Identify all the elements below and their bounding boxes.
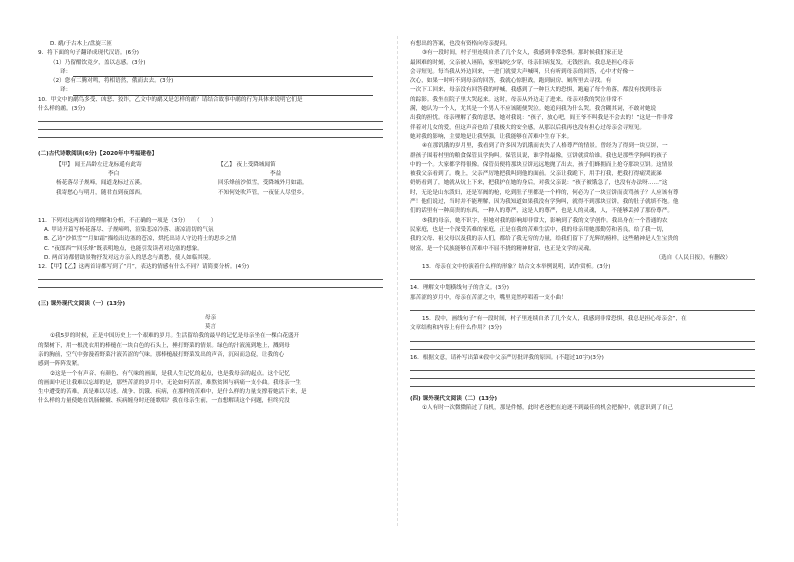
article-title: 母亲	[204, 314, 217, 321]
paragraph3-line5: 一次下工回来，母亲没有回答我的呼喊，我感到了一种巨大的恐惧，跑遍了每个角落，都没有找到母亲	[410, 87, 662, 94]
q9-part2-answer-label: 译：	[60, 87, 72, 94]
q15-answer-line-1[interactable]	[410, 341, 755, 342]
paragraph2-line2: 的画面中还让我难以忘却的是，那些苦涩的岁月中，无论如何苦涩，难熬贫困与病痛一支小曲。我母亲一生	[38, 379, 301, 386]
paragraph4-line1: ④在那饥饿的岁月里，我看到了许多因为饥饿而丧失了人格尊严的情景。曾经为了得到一块豆饼，一	[422, 143, 668, 150]
q9-part2-blank[interactable]	[73, 90, 373, 96]
q9-part2-answer-line[interactable]	[38, 86, 383, 95]
left-column	[38, 40, 383, 407]
paragraph3-line1: ③有一段时间，村子里连续自杀了几个女人，我感到非常恐惧。那时候我们家正是	[422, 50, 623, 57]
paragraph4-line5: 奶奶看到了，她就从炕上下来，把我护在她的身后，对我父亲说：“孩子被饿急了，也没有办法呀……”这	[410, 180, 668, 187]
q10-answer-line-2[interactable]	[38, 129, 383, 130]
article-author: 莫言	[204, 324, 217, 331]
paragraph2-line3: 生中遭受的苦难，真是难以尽述。战争、饥饿、疾病，在那样的苦难中，是什么样的力量支撑着她活下来，是	[38, 389, 307, 396]
poem-a	[56, 161, 206, 198]
q8-option-d: D. 鹬/于古木上/盘旋三匝	[50, 41, 112, 47]
paragraph3-line2: 最困难的时刻，父亲被人诬陷，家里缺吃少穿，母亲旧病复发，无钱医治。我总是担心母亲	[410, 59, 634, 66]
paragraph3-line8: 出我的担忧。母亲理解了我的意思，她对我说：“孩子，放心吧，阎王爷不叫我是不会去的！”这是一件非常	[410, 115, 674, 122]
paragraph1-line2: 的梨树下，用一根洗衣用的棒槌在一块白色的石头上，捶打野菜的情景。绿色的汁液流到地上，溅到母	[38, 342, 290, 349]
poem-b-title: 【乙】 夜上受降城闻笛	[218, 161, 276, 168]
paragraph1-line4: 感到一阵阵发紧。	[38, 361, 83, 368]
q14-stem: 14．理解文中划横线句子的含义。(3分)	[410, 285, 509, 292]
q9-stem: 9．将下面的句子翻译成现代汉语。(6分)	[38, 50, 139, 57]
section3-title: (三) 课外现代文阅读（一）(13分)	[38, 301, 126, 308]
section2-title: (二)古代诗歌阅读(6分)【2020年中考福建卷】	[38, 151, 158, 158]
paragraph4-line3: 中的一个。大家都学得很像。保管员便将那块豆饼远远地抛了出去，孩子们蜂拥而上抢夺那块豆饼。这情景	[410, 161, 673, 168]
paragraph4-line8: 们的话里有一种高贵的东西，一种人的尊严，这是人的尊严，也是人的灵魂，人，不能够丢掉了那份尊严。	[410, 208, 673, 215]
paragraph4-line7: 严！他们说过，当时并不能理解，因为我知道如果我没有学狗叫，就得不到那块豆饼，我的肚子就填不饱。他	[410, 199, 679, 206]
paragraph3-line9: 伴着对儿女的爱，但这声音也给了我极大的安全感，从那以后我再也没有担心过母亲会寻短见。	[410, 124, 645, 131]
poem-b-line1: 回乐烽前沙似雪，受降城外月如霜。	[218, 180, 308, 187]
q9-part2: （2）您有二腾对鸣，将相语然，俄而去去。(3分)	[50, 78, 174, 85]
paragraph3-line4: 次心，如果一时听不到母亲的回答，我就心惊胆战，跑到厨房、厕所里去寻找。有	[410, 78, 612, 85]
section4-paragraph1: ①人有时一次微微陷过了良机，那是件憾，此时老爸把在迫逐不到最佳的机会把握中，就意识到了自己	[422, 405, 674, 412]
paragraph3-line6: 的踪影。我坐在院子里大哭起来。这时，母亲从外边走了进来。母亲对我的哭泣非常不	[410, 96, 623, 103]
poem-a-line1: 杨花落尽子规啼，闻道龙标过五溪。	[56, 180, 146, 187]
poem-b-line2: 不知何处吹芦管，一夜征人尽望乡。	[218, 189, 308, 196]
paragraph3-line7: 满，她认为一个人，尤其是一个男人不应该随便哭泣。她追问我为什么哭。我含糊其词，不敢对她说	[410, 106, 657, 113]
paragraph1-line1: ①我5岁的时候，正是中国历史上一个艰难的岁月。生活留给我的最早的记忆是母亲坐在一棵白花盛开	[50, 333, 300, 340]
q15-stem-cont: 文章结构和内容上有什么作用？(3分)	[410, 325, 502, 332]
q9-part1-answer-line[interactable]	[38, 68, 383, 77]
paragraph3-line10: 她对我的影响，主要地是让我坚强，让我能够在苦难中生存下来。	[410, 133, 573, 140]
q10-stem-cont: 什么样的鹬。(3分)	[38, 106, 86, 113]
q12-stem: 12．【甲】【乙】这两首诗都写到了“月”，表达的情感有什么不同？请简要分析。(4分)	[38, 264, 250, 271]
q10-answer-line-1[interactable]	[38, 121, 383, 122]
poem-a-title: 【甲】 闻王昌龄左迁龙标遥有此寄	[56, 161, 142, 168]
section4-title: (四) 课外现代文阅读（二）(13分)	[410, 395, 498, 402]
paragraph1-line3: 亲的胸前，空气中弥漫着野菜汁液苦涩的气味。那棒槌敲打野菜发出的声音，沉闷而急促，让我的心	[38, 351, 285, 358]
paragraph5-line1: ⑤我的母亲，她不识字，但她对我的影响却非常大，影响到了我的文学创作。我出身在一个普通的农	[422, 217, 668, 224]
column-divider	[397, 36, 398, 526]
poem-a-author: 李白	[108, 170, 120, 177]
poem-b-author: 李益	[270, 170, 282, 177]
paragraph2-line4: 什么样的力量使她在饥肠辘辘、疾病缠身时还能歌唱？我在母亲生前，一直想解读这个问题，但终究没	[38, 398, 290, 405]
q9-part1-answer-label: 译：	[60, 68, 72, 75]
q11-option-b: B. 乙诗“沙似雪”“月如霜”描绘出边塞的苍凉，烘托出诗人守边将士的思乡之情	[44, 236, 237, 243]
q16-stem: 16．根据文意，请补写出第④段中父亲严厉批评我的原因。(不超过10字)(3分)	[410, 354, 604, 361]
q12-answer-line-1[interactable]	[38, 279, 383, 280]
q16-answer-line-1[interactable]	[410, 370, 755, 371]
q11-option-d: D. 两首诗都借助景物抒发对远方亲人的思念与离愁，使人如临其境。	[44, 254, 215, 261]
q15-stem: 15．段中，画线句子“有一段时间，村子里连续自杀了几个女人，我感到非常恐惧，我总是担心母亲会”，在	[422, 316, 687, 323]
q10-stem: 10．甲文中的鹬鸟多受、凶恶、狡诈，乙文中的鹬又是怎样的鹬？请结合故事中鹬的行为具体来说明它们是	[38, 96, 303, 103]
paragraph5-line3: 我的父母、祖父母以及我的亲人们，都给了我无穷的力量，给我们留下了光辉的榜样，这些精神是人生宝贵的	[410, 236, 679, 243]
q11-option-a: A. 甲诗开篇写杨花落尽、子规啼鸣，渲染悲凉冷落、凄凉清切的气氛	[44, 226, 214, 233]
article-source: （选自《人民日报》，有删改）	[655, 254, 731, 261]
right-column	[410, 40, 755, 414]
paragraph3-line3: 会寻短见。每当我从外边回来，一进门就要大声喊叫，只有听到母亲的回答，心中才好像一	[410, 68, 634, 75]
poem-b	[218, 161, 368, 198]
paragraph4-line6: 时，无论是山东泼妇，还是军阀的枪，吃到肚子里都是一个样的，何必为了一块豆饼而责骂孩子？人应该有尊	[410, 189, 679, 196]
q9-part1: （1）乃留酣饮竟夕，盖以志感。(3分)	[50, 59, 146, 66]
paragraph2-line1: ②这是一个有声音、有颜色、有气味的画面，是我人生记忆的起点，也是我母亲的起点。这个记忆	[50, 370, 290, 377]
q13-stem: 13．母亲在文中扮演着什么样的形象？结合文本举例说明，试作赏析。(3分)	[422, 264, 611, 271]
q16-answer-line-2[interactable]	[410, 378, 755, 379]
paragraph4-line2: 群孩子围着村里的粮食保管员学狗叫。保管员说，谁学得最像，豆饼就赏给谁。我也是那些学狗叫的孩子	[410, 152, 668, 159]
paragraph4-line4: 被我父亲看到了。晚上，父亲严厉地把我叫到他的面前。父亲让我跪下，用手打我，把我打得痛哭流涕	[410, 171, 662, 178]
q11-option-c: C. “夜郎西”“回乐烽”既表明地点，也能引发读者对边塞的想象。	[44, 245, 203, 252]
poem-a-line2: 我寄愁心与明月，随君直到夜郎西。	[56, 189, 146, 196]
q11-stem: 11．下列对这两首诗的理解和分析，不正确的一项是（3分） （ ）	[38, 217, 217, 224]
q14-quote: 那苦涩的岁月中，母亲在苦涩之中，嘴里竟然哼唱着一支小曲！	[410, 294, 567, 301]
paragraph5-line2: 民家庭，也是一个深受苦难的家庭，正是在我的苦难生活中，我的母亲用她那勤劳和善良，给了我一切，	[410, 226, 668, 233]
continued-line: 有想出的答案，也没有资格向母亲提问。	[410, 41, 511, 47]
paragraph5-line4: 财富，是一个民族能够在苦难中不屈不挠的精神财富，也正是文学的灵魂。	[410, 245, 595, 252]
poems-block	[38, 161, 383, 217]
